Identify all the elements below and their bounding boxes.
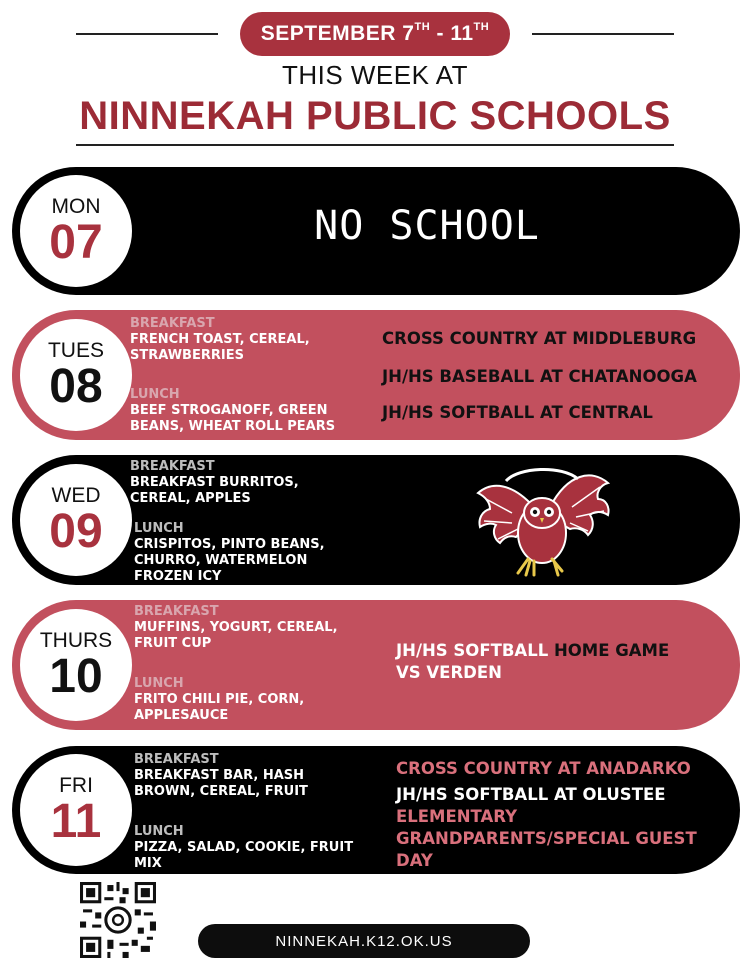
owl-mascot-icon — [472, 463, 612, 581]
no-school-message: NO SCHOOL — [314, 203, 540, 249]
event-item: CROSS COUNTRY AT ANADARKO — [396, 759, 691, 778]
date-range-badge: SEPTEMBER 7 $^{TH}$ - 11 $^{TH}$ — [240, 12, 510, 56]
school-website-link[interactable] — [198, 924, 530, 958]
lunch-items: CRISPITOS, PINTO BEANS, CHURRO, WATERMELON FROZEN ICY — [134, 537, 325, 584]
breakfast-menu — [130, 316, 360, 364]
day-number: 09 — [49, 504, 103, 558]
lunch-label: LUNCH — [134, 676, 184, 691]
day-badge-tuesday — [20, 319, 132, 431]
day-row-friday — [12, 746, 740, 874]
day-of-week: THURS — [39, 628, 113, 652]
day-badge-monday — [20, 175, 132, 287]
breakfast-label: BREAKFAST — [134, 752, 219, 767]
lunch-menu — [134, 676, 364, 724]
lunch-menu — [130, 387, 366, 435]
lunch-label: LUNCH — [134, 521, 184, 536]
subtitle: THIS WEEK AT — [281, 60, 469, 90]
header-rule-right — [532, 33, 674, 35]
lunch-items: BEEF STROGANOFF, GREEN BEANS, WHEAT ROLL PEARS — [130, 403, 336, 434]
lunch-label: LUNCH — [130, 387, 180, 402]
event-item: JH/HS SOFTBALL AT OLUSTEE — [396, 785, 666, 804]
day-badge-friday — [20, 754, 132, 866]
lunch-label: LUNCH — [134, 824, 184, 839]
breakfast-menu — [134, 752, 364, 800]
breakfast-menu — [130, 459, 350, 507]
day-row-tuesday — [12, 310, 740, 440]
breakfast-label: BREAKFAST — [130, 459, 215, 474]
event-item: JH/HS SOFTBALL AT CENTRAL — [382, 403, 653, 422]
day-of-week: WED — [51, 483, 101, 507]
day-row-monday — [12, 167, 740, 295]
day-of-week: TUES — [47, 338, 104, 362]
day-badge-thursday — [20, 609, 132, 721]
website-url: NINNEKAH.K12.OK.US — [275, 932, 453, 950]
breakfast-items: FRENCH TOAST, CEREAL, STRAWBERRIES — [130, 332, 310, 363]
breakfast-menu — [134, 604, 374, 652]
day-number: 11 — [50, 794, 102, 848]
breakfast-label: BREAKFAST — [134, 604, 219, 619]
day-of-week: MON — [51, 194, 101, 218]
school-name-title: NINNEKAH PUBLIC SCHOOLS — [79, 94, 671, 138]
lunch-items: PIZZA, SALAD, COOKIE, FRUIT MIX — [134, 840, 354, 871]
event-item: JH/HS SOFTBALL HOME GAME VS VERDEN — [396, 641, 670, 682]
day-number: 10 — [49, 649, 103, 703]
day-row-wednesday — [12, 455, 740, 585]
event-item: CROSS COUNTRY AT MIDDLEBURG — [382, 329, 697, 348]
lunch-menu — [134, 521, 364, 585]
lunch-menu — [134, 824, 384, 872]
breakfast-items: BREAKFAST BURRITOS, CEREAL, APPLES — [130, 475, 299, 506]
lunch-items: FRITO CHILI PIE, CORN, APPLESAUCE — [134, 692, 305, 723]
qr-code-icon — [80, 882, 156, 958]
breakfast-items: BREAKFAST BAR, HASH BROWN, CEREAL, FRUIT — [134, 768, 308, 799]
breakfast-label: BREAKFAST — [130, 316, 215, 331]
day-badge-wednesday — [20, 464, 132, 576]
breakfast-items: MUFFINS, YOGURT, CEREAL, FRUIT CUP — [134, 620, 338, 651]
day-number: 07 — [49, 215, 103, 269]
event-item: JH/HS BASEBALL AT CHATANOOGA — [382, 367, 697, 386]
day-of-week: FRI — [59, 773, 93, 797]
day-row-thursday — [12, 600, 740, 730]
header-rule-left — [76, 33, 218, 35]
day-number: 08 — [49, 359, 103, 413]
event-item: ELEMENTARY GRANDPARENTS/SPECIAL GUEST DAY — [396, 807, 697, 870]
title-underline — [76, 144, 674, 146]
